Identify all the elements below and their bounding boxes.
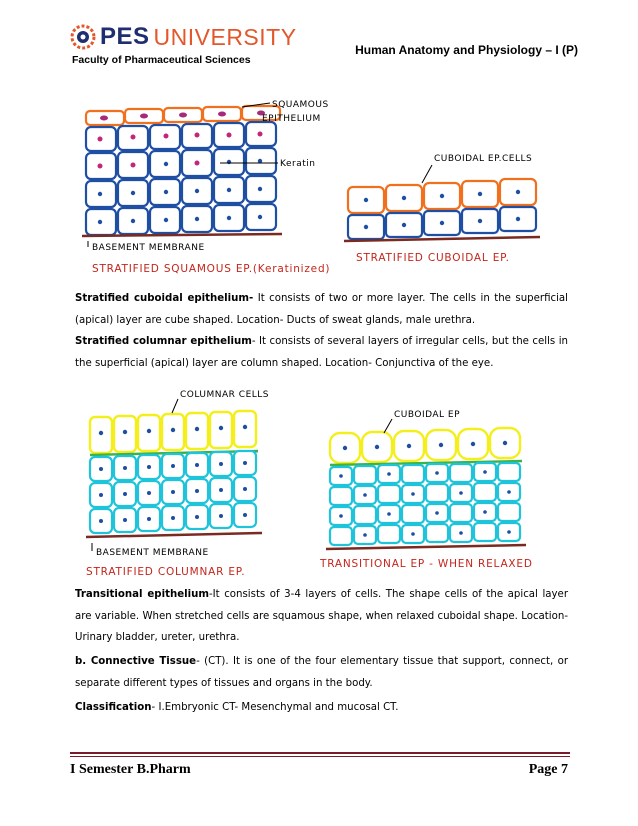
caption-stratified-squamous: STRATIFIED SQUAMOUS EP.(Keratinized) xyxy=(92,263,331,275)
basement-membrane-label-2: BASEMENT MEMBRANE xyxy=(96,548,209,558)
term-connective-tissue: b. Connective Tissue xyxy=(75,656,197,667)
text-stratified-cuboidal: It consists of two or more layer. The cells in the superficial (apical) layer are cube shaped. Location- Ducts of sweat glands, male urethra. xyxy=(75,293,568,326)
stratified-columnar-drawing xyxy=(86,390,269,578)
footer-rule-bottom xyxy=(70,756,570,757)
caption-stratified-cuboidal: STRATIFIED CUBOIDAL EP. xyxy=(356,252,510,264)
term-transitional: Transitional epithelium xyxy=(75,589,209,600)
term-classification: Classification xyxy=(75,702,152,713)
columnar-cells-label: COLUMNAR CELLS xyxy=(180,390,270,400)
footer-rule-top xyxy=(70,752,570,754)
transitional-drawing xyxy=(319,410,533,570)
stratified-cuboidal-drawing xyxy=(344,154,540,264)
faculty-name: Faculty of Pharmaceutical Sciences xyxy=(72,54,251,66)
paragraph-classification xyxy=(75,697,568,719)
logo-brand-text: PES xyxy=(100,23,150,50)
caption-stratified-columnar: STRATIFIED COLUMNAR EP. xyxy=(86,566,246,578)
paragraph-connective-tissue xyxy=(75,651,568,694)
text-stratified-columnar: - It consists of several layers of irregular cells, but the cells in the superficial (apical) layer are column shaped. Location- Conjunctiva of the eye. xyxy=(75,336,568,369)
text-transitional: -It consists of 3-4 layers of cells. The shape cells of the apical layer are variable. When stretched cells are squamous shape, when relaxed cuboidal shape. Location- Urinary bladder, ureter, urethra. xyxy=(75,589,569,643)
figure-stratified-columnar-transitional xyxy=(80,385,560,585)
logo-word-text: UNIVERSITY xyxy=(153,23,297,50)
stratified-squamous-drawing xyxy=(82,100,330,275)
paragraph-transitional xyxy=(75,584,568,649)
cuboidal-cells-label: CUBOIDAL EP.CELLS xyxy=(434,154,533,164)
text-classification: - I.Embryonic CT- Mesenchymal and mucosal CT. xyxy=(151,702,399,713)
paragraph-stratified-columnar xyxy=(75,331,568,374)
course-title: Human Anatomy and Physiology – I (P) xyxy=(355,43,578,57)
figure-stratified-squamous-cuboidal xyxy=(70,95,570,280)
text-connective-tissue: - (CT). It is one of the four elementary tissue that support, connect, or separate different types of tissues and organs in the body. xyxy=(75,656,569,689)
footer-semester: I Semester B.Pharm xyxy=(70,762,191,777)
pes-university-logo xyxy=(70,22,297,52)
footer-page-number: Page 7 xyxy=(528,762,568,777)
pes-emblem-icon xyxy=(70,24,96,50)
keratin-label: Keratin xyxy=(280,159,316,169)
squamous-label: SQUAMOUS xyxy=(272,100,329,110)
term-stratified-cuboidal: Stratified cuboidal epithelium- xyxy=(75,293,254,304)
term-stratified-columnar: Stratified columnar epithelium xyxy=(75,336,252,347)
epithelium-label: EPITHELIUM xyxy=(262,114,321,124)
cuboidal-ep-label: CUBOIDAL EP xyxy=(394,410,461,420)
basement-membrane-label: BASEMENT MEMBRANE xyxy=(92,243,205,253)
caption-transitional: TRANSITIONAL EP - WHEN RELAXED xyxy=(320,558,533,570)
paragraph-stratified-cuboidal xyxy=(75,288,568,331)
page-header xyxy=(0,0,638,80)
